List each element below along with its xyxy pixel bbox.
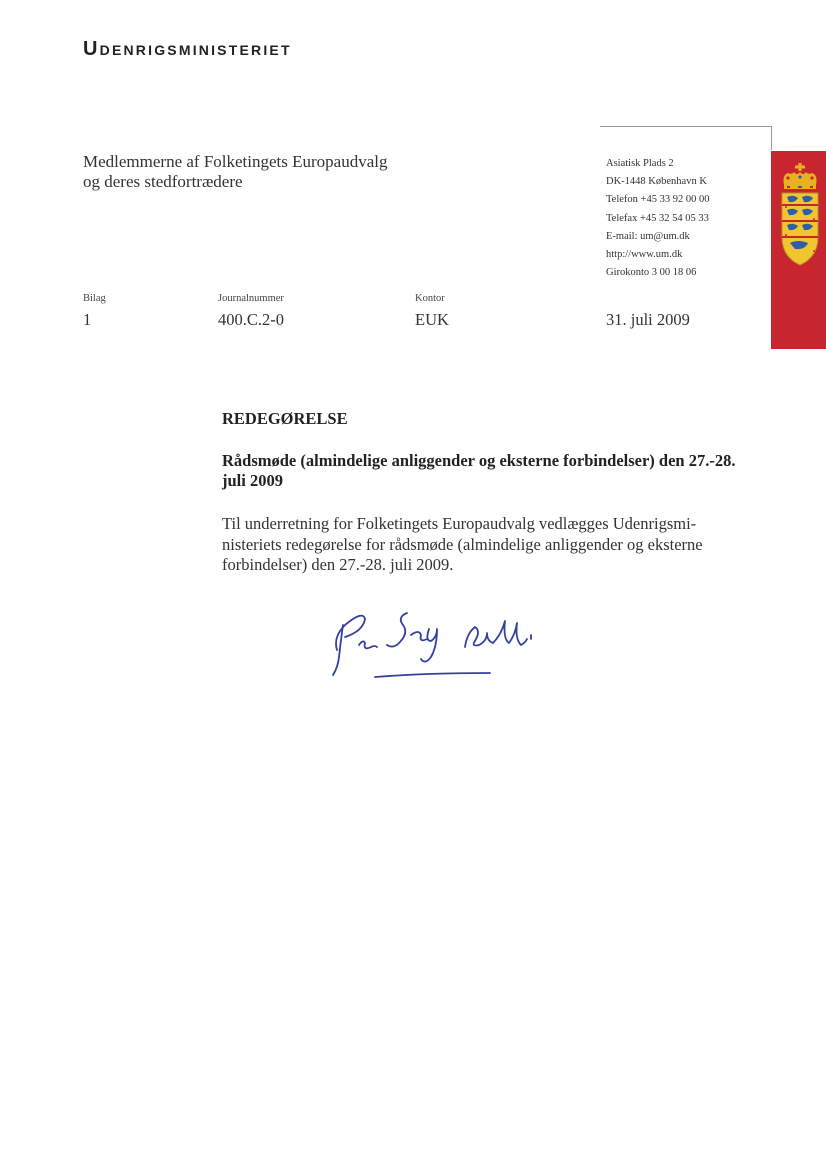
kontor-label: Kontor [415, 293, 445, 304]
document-date: 31. juli 2009 [606, 310, 690, 329]
address-fax: Telefax +45 32 54 05 33 [606, 212, 709, 224]
body-line-3: forbindelser) den 27.-28. juli 2009. [222, 555, 454, 574]
body-paragraph [222, 514, 742, 576]
bilag-label: Bilag [83, 293, 106, 304]
address-giro: Girokonto 3 00 18 06 [606, 267, 697, 279]
journal-label: Journalnummer [218, 293, 284, 304]
body-line-1: Til underretning for Folketingets Europaudvalg vedlægges Udenrigsmi- [222, 514, 697, 533]
address-divider [600, 126, 772, 127]
body-line-2: nisteriets redegørelse for rådsmøde (almindelige anliggender og eksterne [222, 534, 703, 554]
address-city: DK-1448 København K [606, 176, 707, 188]
document-subject: Rådsmøde (almindelige anliggender og eksterne forbindelser) den 27.-28. juli 2009 [222, 451, 736, 490]
address-divider-vertical [771, 126, 772, 150]
ministry-name: Udenrigsministeriet [83, 38, 292, 60]
handwritten-signature [315, 595, 555, 685]
journal-value: 400.C.2-0 [218, 310, 284, 329]
recipient-block [83, 152, 388, 192]
sender-address [606, 155, 709, 282]
address-street: Asiatisk Plads 2 [606, 158, 674, 169]
recipient-line-1: Medlemmerne af Folketingets Europaudvalg [83, 152, 388, 171]
danish-coat-of-arms-icon [778, 163, 822, 267]
bilag-value: 1 [83, 310, 92, 329]
kontor-value: EUK [415, 310, 449, 329]
document-heading: REDEGØRELSE [222, 409, 348, 428]
address-email: E-mail: um@um.dk [606, 230, 690, 242]
address-website: http://www.um.dk [606, 249, 683, 261]
recipient-line-2: og deres stedfortrædere [83, 172, 243, 191]
address-phone: Telefon +45 33 92 00 00 [606, 194, 710, 206]
